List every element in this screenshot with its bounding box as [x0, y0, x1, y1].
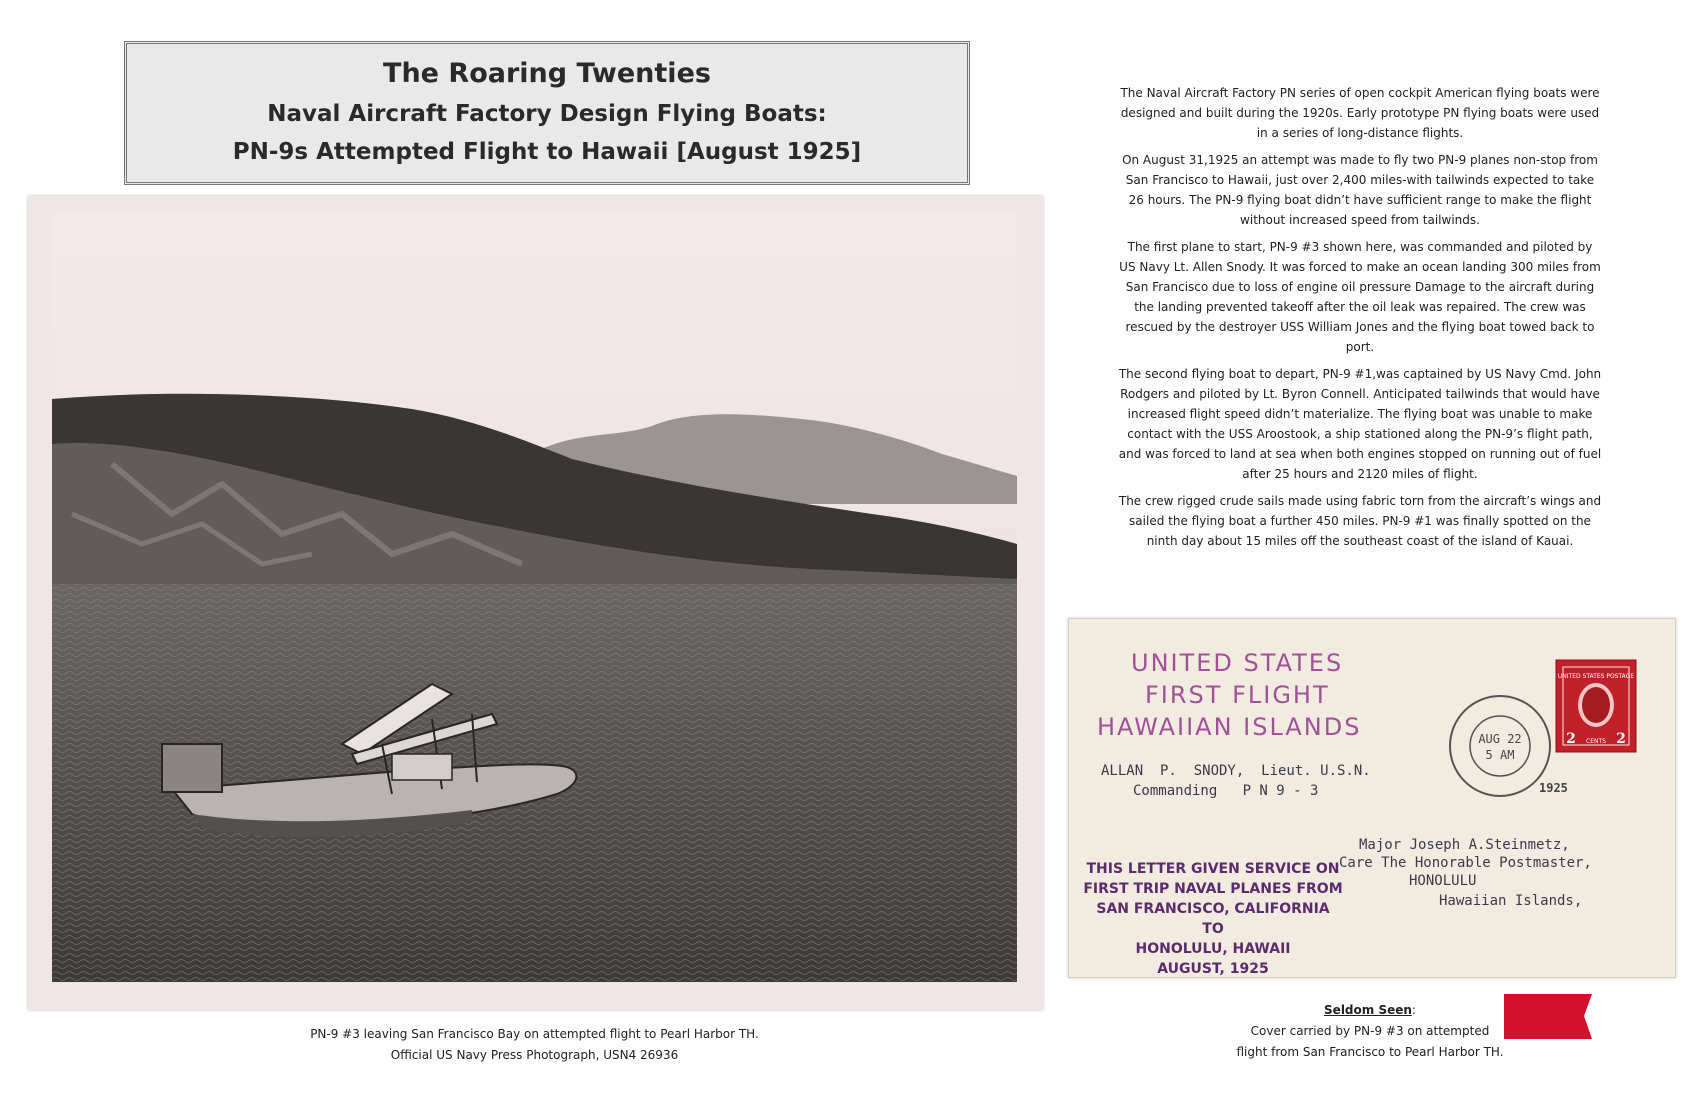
- cachet-line-3: HAWAIIAN ISLANDS: [1097, 713, 1362, 741]
- page-subtitle-1: Naval Aircraft Factory Design Flying Boats:: [267, 101, 827, 127]
- seldom-seen-colon: :: [1411, 1003, 1416, 1017]
- photo-caption-line-2: Official US Navy Press Photograph, USN4 26936: [390, 1048, 679, 1062]
- article-paragraph: The first plane to start, PN-9 #3 shown here, was commanded and piloted by US Navy Lt. Allen Snody. It was forced to make an ocean landing 300 miles from San Francisco due to loss of engine oil pressure Damage to the aircraft during the landing prevented takeoff after the oil leak was repaired. The crew was rescued by the destroyer USS William Jones and the flying boat towed back to port.: [1119, 240, 1601, 354]
- typed-commanding-line: Commanding P N 9 - 3: [1133, 783, 1319, 799]
- red-flag-icon: [1504, 994, 1592, 1039]
- address-line: Care The Honorable Postmaster,: [1339, 855, 1592, 871]
- page-title: The Roaring Twenties: [383, 58, 711, 89]
- postmark-year: 1925: [1539, 781, 1568, 795]
- typed-commander-line: ALLAN P. SNODY, Lieut. U.S.N.: [1101, 763, 1371, 779]
- stamp-text: UNITED STATES POSTAGE: [1557, 673, 1635, 680]
- postmark-date: AUG 22: [1478, 732, 1522, 746]
- article-text: [1118, 83, 1602, 558]
- address-line: Major Joseph A.Steinmetz,: [1359, 837, 1570, 853]
- postage-stamp-icon: [1555, 659, 1637, 753]
- title-box: [124, 41, 970, 185]
- service-line: FIRST TRIP NAVAL PLANES FROM: [1083, 881, 1343, 897]
- page-subtitle-2: PN-9s Attempted Flight to Hawaii [August 1925]: [232, 139, 862, 165]
- service-line: THIS LETTER GIVEN SERVICE ON: [1086, 861, 1340, 877]
- service-line: TO: [1202, 921, 1224, 937]
- stamp-value-right: 2: [1616, 731, 1626, 747]
- cachet-line-2: FIRST FLIGHT: [1145, 681, 1330, 709]
- stamp-value-left: 2: [1566, 731, 1576, 747]
- photo-illustration: [52, 214, 1017, 982]
- photo-caption: [52, 1024, 1017, 1066]
- article-paragraph: The second flying boat to depart, PN-9 #1,was captained by US Navy Cmd. John Rodgers and piloted by Lt. Byron Connell. Anticipated tailwinds that would have increased flight speed didn’t materialize. The flying boat was unable to make contact with the USS Aroostook, a ship stationed along the PN-9’s flight path, and was forced to land at sea when both engines stopped on running out of fuel after 25 hours and 2120 miles of flight.: [1118, 367, 1602, 481]
- service-line: HONOLULU, HAWAII: [1135, 941, 1291, 957]
- article-paragraph: On August 31,1925 an attempt was made to fly two PN-9 planes non-stop from San Francisco to Hawaii, just over 2,400 miles-with tailwinds expected to take 26 hours. The PN-9 flying boat didn’t have sufficient range to make the flight without increased speed from tailwinds.: [1122, 153, 1598, 227]
- service-handstamp: [1083, 859, 1343, 979]
- article-paragraph: The crew rigged crude sails made using fabric torn from the aircraft’s wings and sailed the flying boat a further 450 miles. PN-9 #1 was finally spotted on the ninth day about 15 miles off the southeast coast of the island of Kauai.: [1118, 494, 1602, 548]
- cachet-line-1: UNITED STATES: [1131, 649, 1344, 677]
- service-line: SAN FRANCISCO, CALIFORNIA: [1096, 901, 1330, 917]
- cover-caption-line-2: flight from San Francisco to Pearl Harbor TH.: [1236, 1045, 1504, 1059]
- service-line: AUGUST, 1925: [1157, 961, 1269, 977]
- photo-caption-line-1: PN-9 #3 leaving San Francisco Bay on attempted flight to Pearl Harbor TH.: [310, 1027, 759, 1041]
- stamp-cents: CENTS: [1586, 738, 1606, 745]
- cover-caption: [1220, 1000, 1520, 1063]
- first-flight-cover: [1068, 618, 1676, 978]
- article-paragraph: The Naval Aircraft Factory PN series of open cockpit American flying boats were designed and built during the 1920s. Early prototype PN flying boats were used in a series of long-distance flights.: [1120, 86, 1600, 140]
- address-line: Hawaiian Islands,: [1439, 893, 1583, 909]
- seldom-seen-heading: Seldom Seen: [1324, 1003, 1412, 1017]
- flying-boat-photograph: [52, 214, 1017, 982]
- postmark-time: 5 AM: [1485, 748, 1515, 762]
- cover-caption-line-1: Cover carried by PN-9 #3 on attempted: [1250, 1024, 1490, 1038]
- address-line: HONOLULU: [1409, 873, 1477, 889]
